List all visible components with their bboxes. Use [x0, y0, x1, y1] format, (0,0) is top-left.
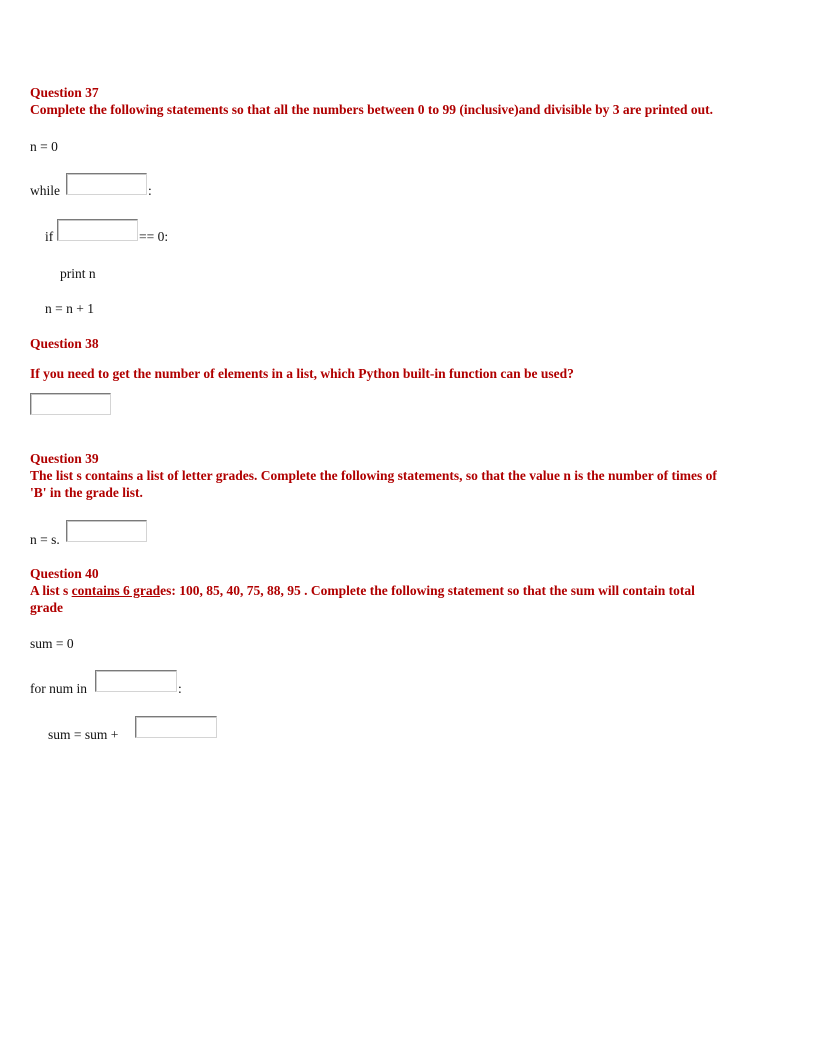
q37-if-comparison: == 0: [139, 229, 169, 244]
q37-title: Question 37 [30, 85, 99, 100]
q37-while-condition-input[interactable] [66, 173, 147, 195]
q38-title: Question 38 [30, 336, 99, 351]
q37-code-line1: n = 0 [30, 139, 58, 154]
q40-code-sum-update: sum = sum + [48, 727, 119, 742]
q40-for-iterable-input[interactable] [95, 670, 177, 692]
q40-prompt-part2: es: 100, 85, 40, 75, 88, 95 . Complete the following statement so that the sum will contain total [160, 583, 695, 598]
q39-prompt-line1: The list s contains a list of letter grades. Complete the following statements, so that the value n is the number of times of [30, 468, 717, 483]
q40-prompt-part1: A list s [30, 583, 72, 598]
q39-code-assign: n = s. [30, 532, 60, 547]
q40-prompt-underlined: contains 6 grad [71, 583, 161, 598]
q37-code-if-keyword: if [45, 229, 54, 244]
q40-sum-addend-input[interactable] [135, 716, 217, 738]
q38-prompt: If you need to get the number of elements in a list, which Python built-in function can be used? [30, 366, 574, 381]
q37-prompt: Complete the following statements so that all the numbers between 0 to 99 (inclusive)and divisible by 3 are printed out. [30, 102, 713, 117]
q37-code-while-keyword: while [30, 183, 60, 198]
q38-answer-input[interactable] [30, 393, 111, 415]
q37-while-colon: : [148, 183, 152, 198]
q40-code-sum-init: sum = 0 [30, 636, 74, 651]
q39-prompt-line2: 'B' in the grade list. [30, 485, 143, 500]
q40-title: Question 40 [30, 566, 99, 581]
q37-code-print: print n [60, 266, 96, 281]
q40-for-colon: : [178, 681, 182, 696]
q39-title: Question 39 [30, 451, 99, 466]
q37-code-increment: n = n + 1 [45, 301, 94, 316]
q37-if-expression-input[interactable] [57, 219, 138, 241]
q40-prompt-line1 [30, 583, 695, 599]
q39-method-input[interactable] [66, 520, 147, 542]
q40-code-for-keyword: for num in [30, 681, 87, 696]
q40-prompt-line2: grade [30, 600, 63, 615]
